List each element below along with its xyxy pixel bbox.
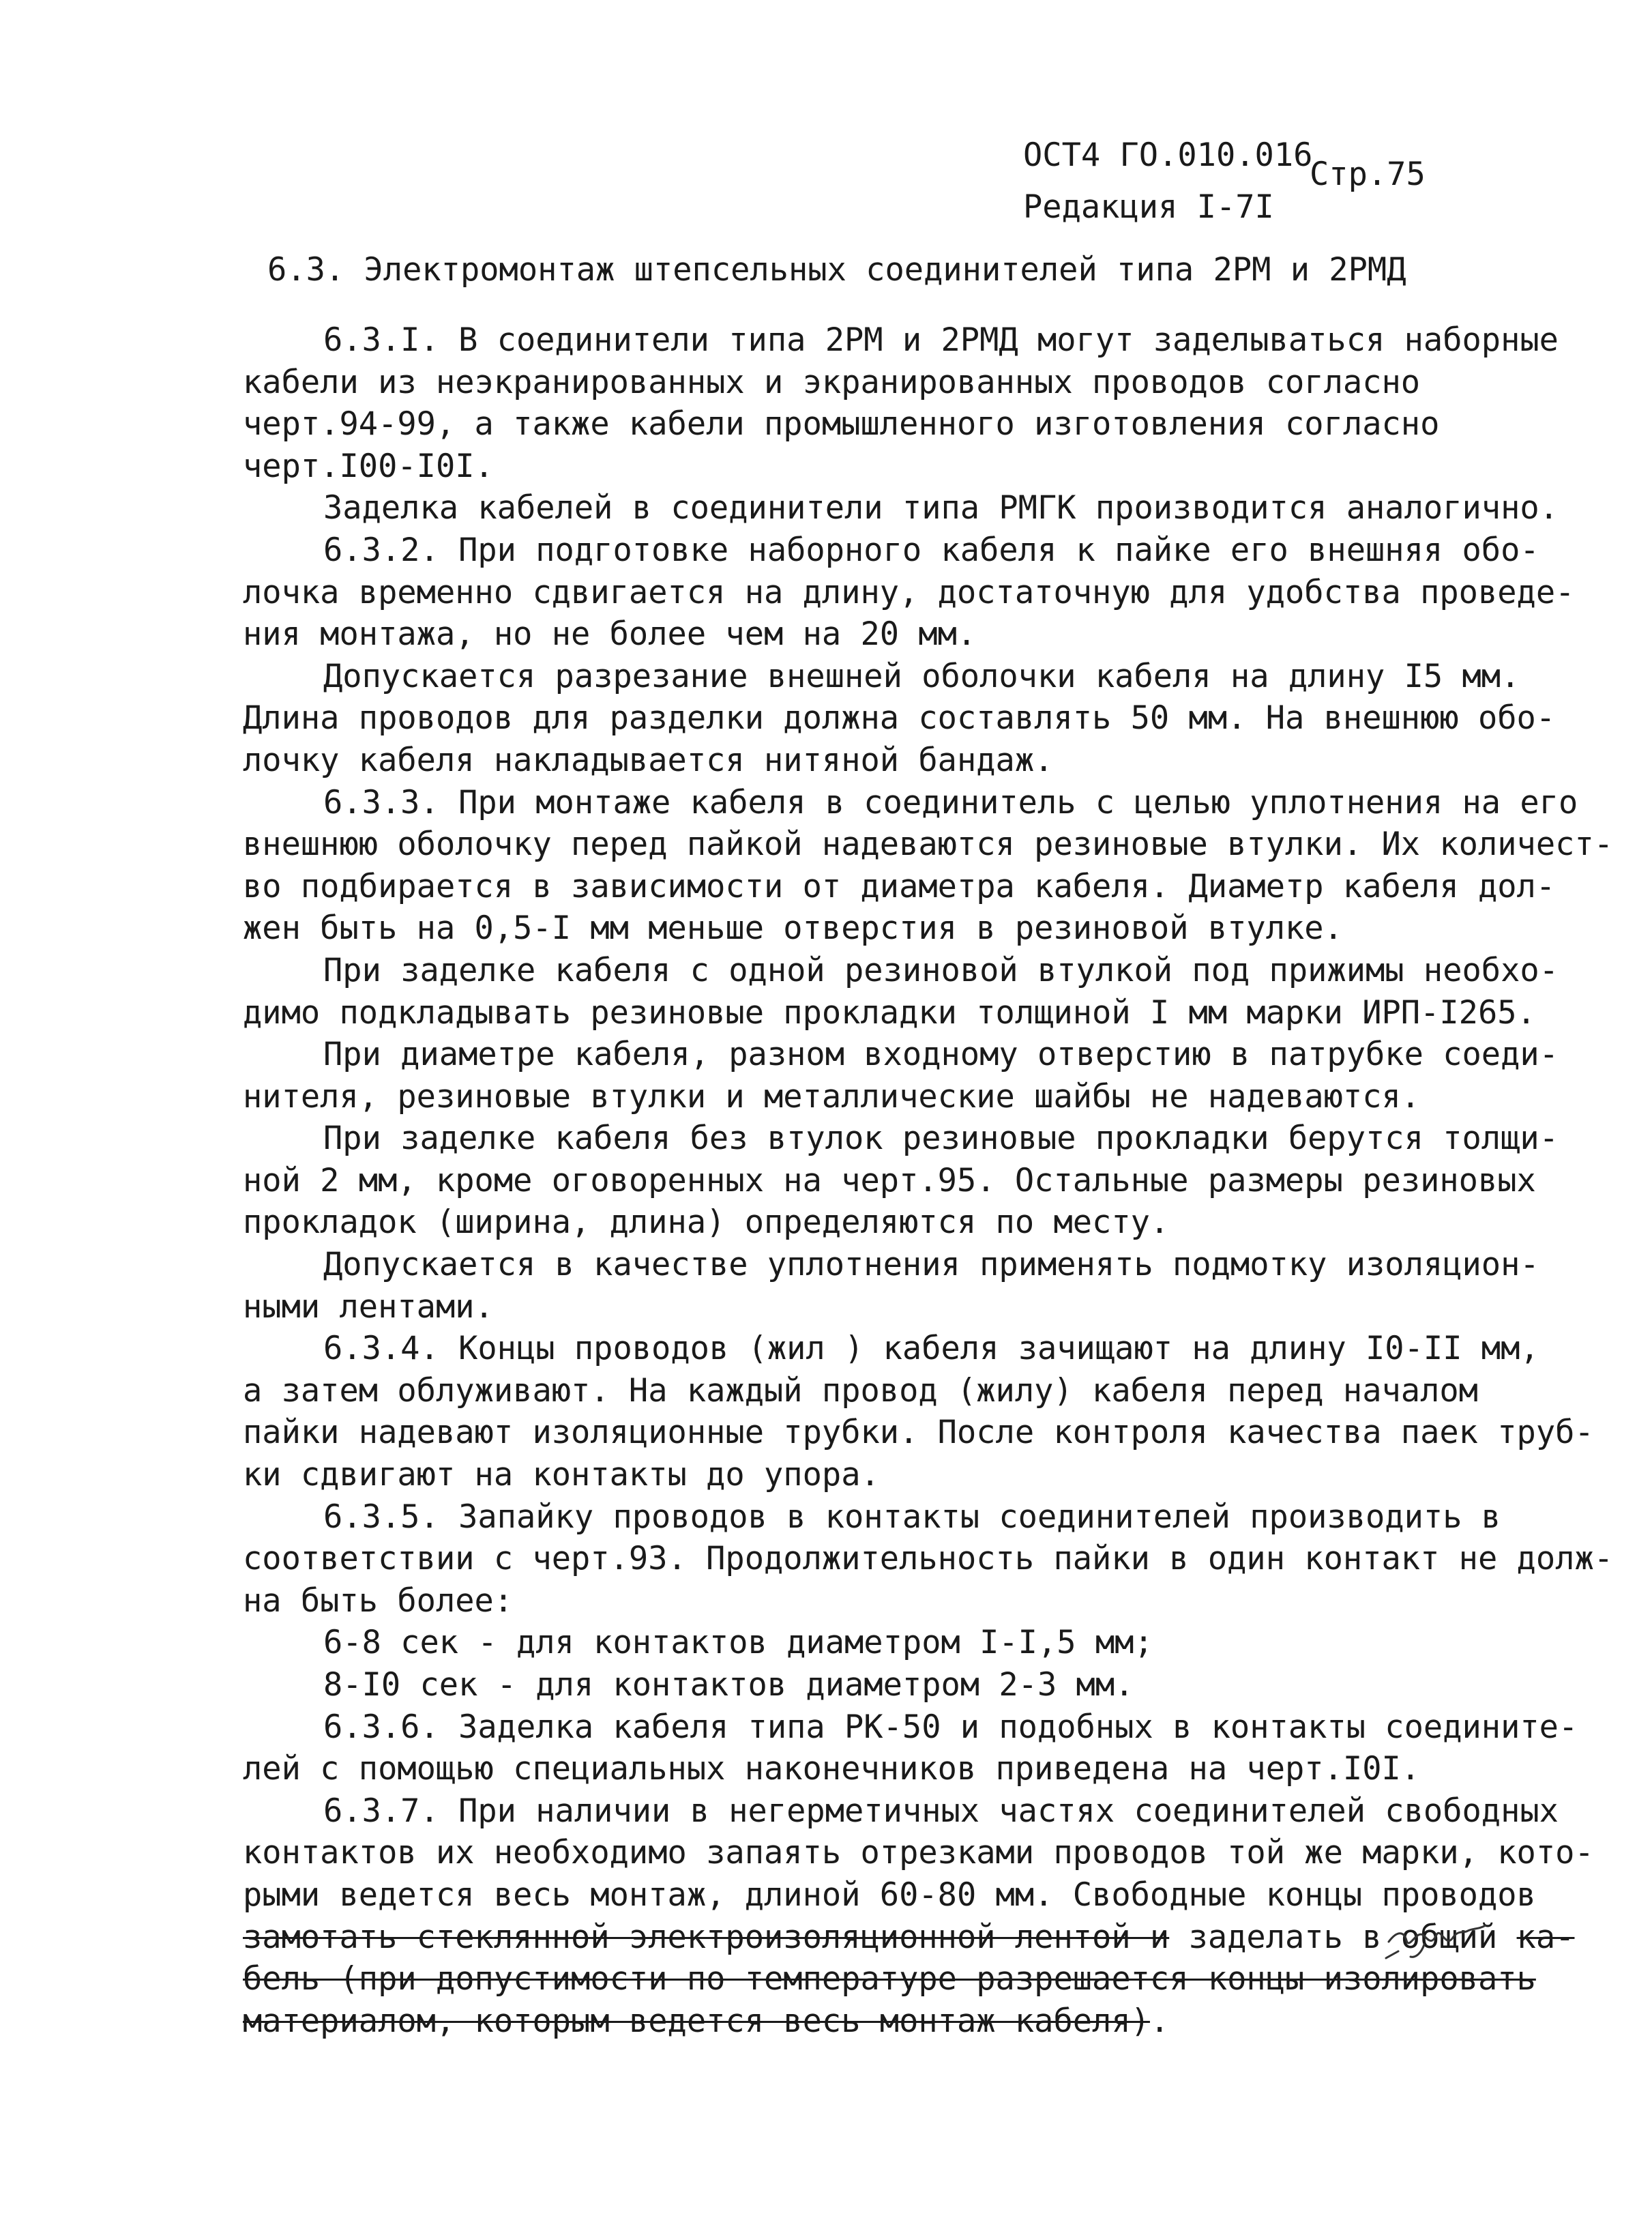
text-line: пайки надевают изоляционные трубки. После контроля качества паек труб-: [243, 1414, 1594, 1452]
handwritten-correction: [1383, 1910, 1492, 1965]
text-line: кабели из неэкранированных и экранированных проводов согласно: [243, 363, 1421, 401]
text-line: ными лентами.: [243, 1287, 494, 1326]
struck-text: материалом, которым ведется весь монтаж кабеля): [243, 2002, 1150, 2040]
section-heading: 6.3. Электромонтаж штепсельных соединителей типа 2РМ и 2РМД: [267, 251, 1406, 289]
text-fragment: заделать в общий: [1169, 1918, 1517, 1956]
text-line: черт.94-99, а также кабели промышленного изготовления согласно: [243, 405, 1440, 443]
text-line: При диаметре кабеля, разном входному отверстию в патрубке соеди-: [323, 1036, 1559, 1074]
text-line: При заделке кабеля с одной резиновой втулкой под прижимы необхо-: [323, 951, 1559, 989]
text-line: а затем облуживают. На каждый провод (жилу) кабеля перед началом: [243, 1371, 1478, 1410]
struck-text: ка-: [1516, 1918, 1575, 1956]
text-line: Заделка кабелей в соединители типа РМГК производится аналогично.: [323, 489, 1559, 527]
struck-text: замотать стеклянной электроизоляционной лентой и: [243, 1918, 1170, 1956]
text-line: 6.3.2. При подготовке наборного кабеля к пайке его внешняя обо-: [323, 531, 1539, 569]
text-line: рыми ведется весь монтаж, длиной 60-80 мм. Свободные концы проводов: [243, 1876, 1536, 1914]
text-line-struck-1: [243, 1916, 1575, 1959]
text-line-struck-3: [243, 2000, 1436, 2043]
page-number: Стр.75: [1310, 156, 1426, 193]
text-line: лочку кабеля накладывается нитяной бандаж.: [243, 741, 1054, 779]
handwritten-note-text: жгут: [1486, 1957, 1489, 1959]
text-line: внешнюю оболочку перед пайкой надеваются резиновые втулки. Их количест-: [243, 826, 1614, 864]
text-line: При заделке кабеля без втулок резиновые прокладки берутся толщи-: [323, 1120, 1559, 1158]
text-line: соответствии с черт.93. Продолжительность пайки в один контакт не долж-: [243, 1540, 1614, 1578]
text-line-struck-2: [243, 1958, 1536, 2000]
document-code: ОСТ4 ГО.010.016: [1023, 136, 1313, 174]
text-line: 6.3.I. В соединители типа 2РМ и 2РМД могут заделываться наборные: [323, 321, 1559, 359]
text-line: Длина проводов для разделки должна составлять 50 мм. На внешнюю обо-: [243, 699, 1556, 738]
text-line: 6.3.5. Запайку проводов в контакты соединителей производить в: [323, 1498, 1501, 1536]
text-line: 6.3.4. Концы проводов (жил ) кабеля зачищают на длину I0-II мм,: [323, 1330, 1539, 1368]
text-fragment: .: [1149, 2002, 1170, 2040]
text-line: димо подкладывать резиновые прокладки толщиной I мм марки ИРП-I265.: [243, 993, 1536, 1032]
body-text: [243, 319, 1614, 2042]
text-lines: [243, 319, 1614, 1916]
text-line: Допускается разрезание внешней оболочки кабеля на длину I5 мм.: [323, 657, 1520, 695]
text-line: жен быть на 0,5-I мм меньше отверстия в резиновой втулке.: [243, 909, 1343, 948]
text-line: 6.3.3. При монтаже кабеля в соединитель с целью уплотнения на его: [323, 783, 1578, 821]
text-line: ния монтажа, но не более чем на 20 мм.: [243, 615, 977, 654]
text-line: лей с помощью специальных наконечников приведена на черт.I0I.: [243, 1750, 1421, 1788]
text-line: нителя, резиновые втулки и металлические шайбы не надеваются.: [243, 1077, 1421, 1116]
text-line: лочка временно сдвигается на длину, достаточную для удобства проведе-: [243, 573, 1575, 611]
text-line: 8-I0 сек - для контактов диаметром 2-3 мм.: [323, 1666, 1134, 1704]
text-line: ки сдвигают на контакты до упора.: [243, 1456, 880, 1494]
text-line: ной 2 мм, кроме оговоренных на черт.95. Остальные размеры резиновых: [243, 1161, 1536, 1199]
struck-text: бель (при допустимости по температуре разрешается концы изолировать: [243, 1960, 1536, 1998]
text-line: прокладок (ширина, длина) определяются по месту.: [243, 1204, 1170, 1242]
text-line: Допускается в качестве уплотнения применять подмотку изоляцион-: [323, 1246, 1539, 1284]
text-line: черт.I00-I0I.: [243, 447, 494, 485]
document-header: [1023, 130, 1312, 233]
text-line: на быть более:: [243, 1581, 514, 1620]
text-line: контактов их необходимо запаять отрезками проводов той же марки, кото-: [243, 1834, 1594, 1872]
text-line: 6.3.7. При наличии в негерметичных частях соединителей свободных: [323, 1792, 1559, 1830]
text-line: 6.3.6. Заделка кабеля типа РК-50 и подобных в контакты соедините-: [323, 1708, 1578, 1746]
text-line: 6-8 сек - для контактов диаметром I-I,5 мм;: [323, 1624, 1153, 1662]
text-line: во подбирается в зависимости от диаметра кабеля. Диаметр кабеля дол-: [243, 867, 1556, 905]
revision-label: Редакция I-7I: [1023, 188, 1274, 226]
